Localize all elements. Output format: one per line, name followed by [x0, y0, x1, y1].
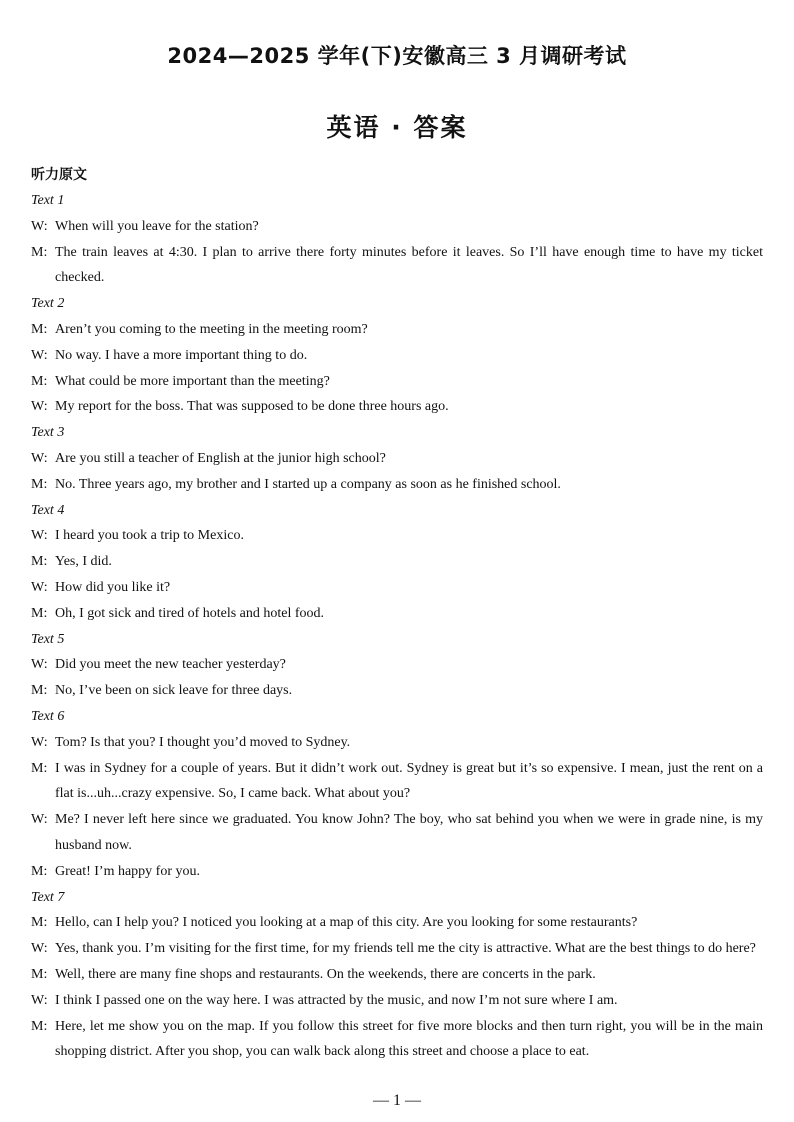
speaker-label: M: — [31, 760, 48, 776]
page-title: 2024—2025 学年(下)安徽高三 3 月调研考试 — [167, 44, 627, 68]
dialogue-text: No. Three years ago, my brother and I started up a company as soon as he finished school. — [55, 476, 561, 492]
dialogue-text: My report for the boss. That was supposed to be done three hours ago. — [55, 399, 449, 415]
speaker-label: M: — [31, 476, 48, 492]
speaker-label: W: — [31, 218, 48, 234]
speaker-label: M: — [31, 863, 48, 879]
dialogue-line — [31, 652, 763, 678]
dialogue-line — [31, 472, 763, 498]
text-label: Text 7 — [31, 889, 65, 905]
dialogue-text: Yes, I did. — [55, 554, 112, 570]
speaker-label: M: — [31, 1018, 48, 1034]
dialogue-line — [31, 601, 763, 627]
dialogue-text: No way. I have a more important thing to do. — [55, 347, 308, 363]
dialogue-line — [31, 859, 763, 885]
dialogue-text: Well, there are many fine shops and restaurants. On the weekends, there are concerts in the park. — [55, 966, 596, 982]
speaker-label: W: — [31, 528, 48, 544]
section-heading: 听力原文 — [31, 167, 87, 183]
speaker-label: W: — [31, 657, 48, 673]
dialogue-line — [31, 910, 763, 936]
dialogue-line — [31, 962, 763, 988]
dialogue-text: Did you meet the new teacher yesterday? — [55, 657, 286, 673]
dialogue-text: No, I’ve been on sick leave for three days. — [55, 683, 293, 699]
speaker-label: M: — [31, 683, 48, 699]
speaker-label: W: — [31, 450, 48, 466]
speaker-label: W: — [31, 347, 48, 363]
dialogue-line — [31, 549, 763, 575]
dialogue-line — [31, 343, 763, 369]
dialogue-text: Are you still a teacher of English at the junior high school? — [55, 450, 386, 466]
dialogue-line — [31, 988, 763, 1014]
speaker-label: W: — [31, 812, 48, 828]
speaker-label: M: — [31, 554, 48, 570]
dialogue-line — [31, 523, 763, 549]
dialogue-line — [31, 317, 763, 343]
transcript-body — [31, 188, 763, 1065]
dialogue-text: How did you like it? — [55, 579, 171, 595]
dialogue-text: Hello, can I help you? I noticed you looking at a map of this city. Are you looking for some restaurants? — [55, 915, 638, 931]
text-label: Text 1 — [31, 193, 65, 208]
text-label: Text 6 — [31, 708, 65, 724]
dialogue-text: I think I passed one on the way here. I was attracted by the music, and now I’m not sure where I am. — [55, 992, 618, 1008]
dialogue-line — [31, 240, 763, 292]
dialogue-text: The train leaves at 4:30. I plan to arrive there forty minutes before it leaves. So I’ll have enough time to have my ticket checked. — [55, 244, 763, 286]
dialogue-line — [31, 730, 763, 756]
dialogue-text: Me? I never left here since we graduated. You know John? The boy, who sat behind you when we were in grade nine, is my husband now. — [55, 812, 763, 853]
dialogue-text: When will you leave for the station? — [55, 218, 259, 234]
speaker-label: W: — [31, 399, 48, 415]
dialogue-line — [31, 678, 763, 704]
text-label: Text 4 — [31, 502, 65, 518]
dialogue-text: Tom? Is that you? I thought you’d moved to Sydney. — [55, 734, 351, 750]
text-label: Text 5 — [31, 631, 65, 647]
speaker-label: M: — [31, 605, 48, 621]
dialogue-line — [31, 1014, 763, 1066]
speaker-label: M: — [31, 321, 48, 337]
dialogue-line — [31, 369, 763, 395]
dialogue-text: Yes, thank you. I’m visiting for the first time, for my friends tell me the city is attractive. What are the best things to do here? — [55, 941, 756, 957]
dialogue-line — [31, 807, 763, 859]
dialogue-line — [31, 936, 763, 962]
dialogue-line — [31, 756, 763, 808]
dialogue-text: Aren’t you coming to the meeting in the meeting room? — [55, 321, 368, 337]
page-number: — 1 — — [373, 1092, 421, 1109]
dialogue-text: Oh, I got sick and tired of hotels and hotel food. — [55, 605, 325, 621]
dialogue-line — [31, 446, 763, 472]
speaker-label: M: — [31, 966, 48, 982]
dialogue-line — [31, 214, 763, 240]
text-label: Text 2 — [31, 296, 65, 312]
dialogue-text: Here, let me show you on the map. If you follow this street for five more blocks and then turn right, you will be in the main shopping district. After you shop, you can walk back along this street and choose a place to eat. — [55, 1018, 763, 1060]
speaker-label: W: — [31, 941, 48, 957]
speaker-label: W: — [31, 992, 48, 1008]
speaker-label: W: — [31, 734, 48, 750]
dialogue-text: Great! I’m happy for you. — [55, 863, 201, 879]
dialogue-line — [31, 575, 763, 601]
speaker-label: M: — [31, 915, 48, 931]
speaker-label: M: — [31, 244, 48, 260]
dialogue-text: I heard you took a trip to Mexico. — [55, 528, 244, 544]
dialogue-text: What could be more important than the meeting? — [55, 373, 330, 389]
dialogue-line — [31, 394, 763, 420]
dialogue-text: I was in Sydney for a couple of years. But it didn’t work out. Sydney is great but it’s so expensive. I mean, just the rent on a flat is...uh...crazy expensive. So, I came back. What about you? — [55, 760, 763, 802]
text-label: Text 3 — [31, 425, 65, 441]
speaker-label: M: — [31, 373, 48, 389]
speaker-label: W: — [31, 579, 48, 595]
page-subtitle: 英语 · 答案 — [326, 113, 468, 142]
